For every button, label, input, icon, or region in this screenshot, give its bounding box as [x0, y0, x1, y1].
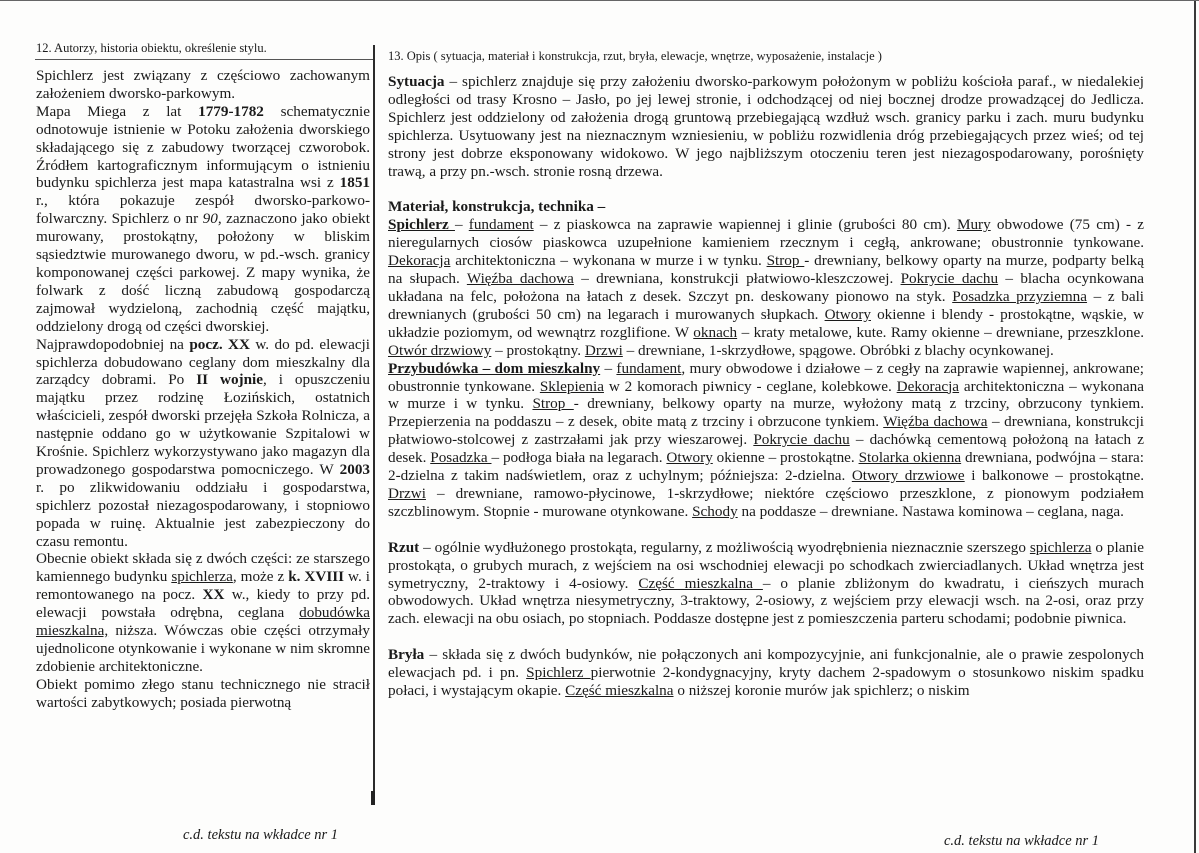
text-span: Mapa Miega z lat: [36, 102, 199, 120]
text-span: – kraty metalowe, kute. Ramy okienne – drewniane, przeszklone.: [737, 323, 1144, 341]
text-span: – podłoga biała na legarach.: [491, 449, 667, 467]
underlined-term: Przybudówka – dom mieszkalny: [388, 359, 601, 377]
number-italic: 90: [202, 210, 218, 228]
date-bold: 1779-1782: [198, 102, 264, 120]
text-span: okienne i blendy - prostokątne, wąskie, w układzie poziomym, od wewnątrz rozglifione. W: [388, 305, 1144, 341]
text-span: – drewniana, konstrukcji płatwiowo-kleszczowej.: [573, 270, 901, 288]
text-span: r., która pokazuje zespół dworsko-parkowo-folwarczny. Spichlerz o nr: [36, 192, 370, 228]
text-span: Najprawdopodobniej na: [36, 335, 190, 353]
underlined-term: Otwór drzwiowy: [388, 341, 492, 359]
sytuacja-paragraph: [388, 73, 1144, 180]
text-span: – o planie zbliżonym do kwadratu, i cieńszych murach obwodowych. Układ wnętrza niesymetryczny, 3-traktowy, 2-osiowy, z wejściem przy elewacji wsch. na 2-osi, oraz przy zach. elewacji na obu osiach, po stopniach. Poddasze dostępne jest z pomieszczenia parteru schodami; podobnie piwnica.: [388, 574, 1145, 628]
underlined-term: dobudówka mieszkalna,: [36, 604, 370, 640]
underlined-term: Schody: [692, 502, 738, 520]
left-paragraph-2: [36, 103, 370, 336]
right-column-header: 13. Opis ( sytuacja, materiał i konstrukcja, rzut, bryła, elewacje, wnętrze, wyposażenie, instalacje ): [388, 49, 882, 63]
left-column-header: 12. Autorzy, historia obiektu, określenie stylu.: [36, 41, 267, 55]
left-paragraph-1: [36, 67, 370, 103]
underlined-term: Drzwi: [584, 341, 623, 359]
underlined-term: Mury: [956, 216, 991, 234]
left-column-text: [36, 67, 370, 712]
right-column-text: [388, 73, 1144, 700]
date-bold: II wojnie: [196, 371, 264, 389]
spichlerz-material-paragraph: [388, 216, 1144, 359]
text-span: , zaznaczono jako obiekt murowany, prostokątny, położony w bliskim sąsiedztwie murowanego dworu, w pd.-wsch. granicy komponowanej części parkowej. Z mapy wynika, że folwark z dość liczną zabudową gospodarczą zajmował wydzieloną, zachodnią część majątku, oddzielony drogą od części dworskiej.: [36, 210, 370, 335]
text-span: w. do pd. elewacji spichlerza dobudowano ceglany dom mieszkalny dla zarządcy dobrami. Po: [36, 335, 370, 389]
text-span: drewniana, podwójna – stara: 2-dzielna z takim nadświetlem, oraz z uchylnym; późniejsza: 2-dzielna.: [388, 449, 1144, 485]
text-span: – drewniana, konstrukcji płatwiowo-stolcowej z zastrzałami jak przy wieszarowej.: [388, 413, 1144, 449]
text-span: – drewniane, 1-skrzydłowe, spągowe. Obróbki z blachy ocynkowanej.: [622, 341, 1054, 359]
text-span: Spichlerz jest związany z częściowo zachowanym założeniem dworsko-parkowym.: [36, 67, 370, 102]
text-span: architektoniczna – wykonana w murze i w tynku.: [450, 252, 767, 270]
text-span: – ogólnie wydłużonego prostokąta, regularny, z możliwością wyodrębnienia nieznacznie szerszego: [419, 538, 1030, 556]
text-span: schematycznie odnotowuje istnienie w Potoku założenia dworskiego składającego się z zabudowy tworzącej czworobok. Źródłem kartograficznym informującym o istnieniu budynku spichlerza jest mapa katastralna wsi z: [36, 102, 370, 192]
underlined-term: Pokrycie dachu: [753, 431, 850, 449]
text-span: architektoniczna – wykonana w murze i w tynku.: [388, 377, 1144, 413]
footer-continuation-right: c.d. tekstu na wkładce nr 1: [944, 833, 1100, 849]
text-span: - drewniany, belkowy oparty na murze, wyłożony matą z trzciny, obrzucony tynkiem. Przepierzenia na poddaszu – z desek, obite matą z trzciny i obrzucone tynkiem.: [388, 395, 1145, 431]
text-span: – prostokątny.: [491, 341, 585, 359]
text-span: w., kiedy to przy pd. elewacji powstała odrębna, ceglana: [36, 586, 370, 622]
bryla-paragraph: [388, 646, 1144, 700]
text-span: obwodowe (75 cm) - z nieregularnych ciosów piaskowca uzupełnione kamieniem rzecznym i cegłą, ankrowane; obustronnie tynkowane.: [388, 216, 1145, 252]
underlined-term: Część mieszkalna: [638, 574, 763, 592]
underlined-term: Dekoracja: [388, 252, 451, 270]
text-span: Obiekt pomimo złego stanu technicznego nie stracił wartości zabytkowych; posiada pierwotną: [36, 675, 370, 711]
date-bold: 2003: [339, 460, 370, 478]
text-span: , mury obwodowe i działowe – z cegły na zaprawie wapiennej, ankrowane; obustronnie tynkowane.: [388, 359, 1144, 395]
text-span: i balkonowe – prostokątne.: [964, 467, 1144, 485]
text-span: w 2 komorach piwnicy - ceglane, kolebkowe.: [603, 377, 897, 395]
text-span: – z piaskowca na zaprawie wapiennej i glinie (grubości 80 cm).: [533, 216, 957, 234]
underlined-term: oknach: [693, 323, 738, 341]
underlined-term: Pokrycie dachu: [900, 270, 999, 288]
underlined-term: Strop: [766, 252, 805, 270]
material-heading: [388, 198, 1144, 216]
left-paragraph-4: [36, 550, 370, 675]
section-label: Sytuacja: [388, 73, 445, 90]
text-span: – z bali drewnianych (grubości 50 cm) na legarach i murowanych słupkach.: [388, 287, 1145, 323]
scan-edge: [1194, 1, 1196, 853]
underlined-term: spichlerza: [1029, 538, 1092, 556]
underlined-term: Otwory drzwiowe: [851, 467, 965, 485]
text-span: , może z: [232, 568, 289, 586]
underlined-term: Otwory: [824, 305, 871, 323]
left-paragraph-5: [36, 676, 370, 712]
underlined-term: fundament: [616, 359, 682, 377]
header-rule: [35, 59, 373, 60]
text-span: o planie prostokąta, o grubych murach, z wejściem na osi wschodniej elewacji po schodkach zwierciadlanych. Układ wnętrza jest symetryczny, 2-traktowy i 4-osiowy.: [388, 538, 1145, 592]
text-span: okienne – prostokątne.: [712, 449, 859, 467]
column-divider: [373, 45, 375, 805]
left-paragraph-3: [36, 336, 370, 551]
text-span: Obecnie obiekt składa się z dwóch części: ze starszego kamiennego budynku: [36, 550, 370, 586]
underlined-term: Spichlerz: [388, 216, 455, 234]
text-span: –: [454, 216, 469, 234]
date-bold: 1851: [339, 174, 370, 192]
text-span: na poddasze – drewniane. Nastawa kominowa – ceglana, naga.: [737, 502, 1124, 520]
przybudowka-paragraph: [388, 360, 1144, 521]
date-bold: XX: [202, 586, 225, 604]
text-span: – dachówką cementową położoną na łatach z desek.: [388, 431, 1144, 467]
underlined-term: Sklepienia: [539, 377, 604, 395]
text-span: pierwotnie 2-kondygnacyjny, kryty dachem 2-spadowym o stosunkowo niskim spadku połaci, i wystającym okapie.: [388, 664, 1144, 700]
underlined-term: Stolarka okienna: [858, 449, 962, 467]
rzut-paragraph: [388, 539, 1144, 629]
underlined-term: Drzwi: [388, 484, 426, 502]
date-bold: k. XVIII: [288, 568, 345, 586]
text-span: – drewniane, ramowo-płycinowe, 1-skrzydłowe; niektóre częściowo przeszklone, z pionowym podziałem szczblinowym. Stopnie - murowane otynkowane.: [388, 484, 1144, 520]
text-span: –: [600, 359, 617, 377]
scan-mark: [371, 791, 375, 805]
underlined-term: fundament: [468, 216, 534, 234]
underlined-term: Więźba dachowa: [466, 270, 574, 288]
underlined-term: Część mieszkalna: [565, 682, 674, 700]
text-span: r. po zlikwidowaniu oddziału i gospodarstwa, spichlerz pozostał niezagospodarowany, i stopniowo popada w ruinę. Aktualnie jest zabezpieczony do czasu remontu.: [36, 478, 370, 550]
date-bold: pocz. XX: [189, 335, 250, 353]
underlined-term: Więźba dachowa: [883, 413, 988, 431]
underlined-term: Posadzka przyziemna: [952, 287, 1088, 305]
underlined-term: spichlerza: [171, 568, 233, 586]
text-span: – spichlerz znajduje się przy założeniu dworsko-parkowym położonym w pobliżu kościoła paraf., w niedalekiej odległości od trasy Krosno – Jasło, po jej lewej stronie, i odchodzącej od niej bocznej drodze prowadzącej do Jedlicza. Spichlerz jest oddzielony od założenia drogą gruntową przebiegającą wzdłuż wsch. granicy parku i zach. muru budynku spichlerza. Usytuowany jest na nieznacznym wzniesieniu, w pobliżu rozwidlenia dróg przebiegających przez wieś; od tej strony jest dobrze eksponowany widokowo. W jego najbliższym otoczeniu teren jest niezagospodarowany, porośnięty trawą, a przy pn.-wsch. stronie rosną drzewa.: [388, 73, 1144, 180]
text-span: – składa się z dwóch budynków, nie połączonych ani kompozycyjnie, ani funkcjonalnie, ale o prawie zespolonych elewacjach pd. i pn.: [388, 646, 1144, 682]
section-label: Materiał, konstrukcja, technika –: [388, 198, 606, 216]
section-label: Rzut: [388, 538, 420, 556]
underlined-term: Spichlerz: [526, 664, 591, 682]
text-span: - drewniany, belkowy oparty na murze, podparty belką na słupach.: [388, 252, 1144, 288]
underlined-term: Dekoracja: [896, 377, 960, 395]
text-span: w. i remontowanego na pocz.: [36, 568, 370, 604]
text-span: – blacha ocynkowana układana na felc, położona na łatach z desek. Szczyt pn. deskowany pionowo na styk.: [388, 270, 1145, 305]
text-span: o niższej koronie murów jak spichlerz; o niskim: [673, 682, 970, 700]
text-span: niższa. Wówczas obie części otrzymały ujednolicone otynkowanie i wykonane w nim skromne zdobienie architektoniczne.: [36, 622, 370, 675]
footer-continuation-left: c.d. tekstu na wkładce nr 1: [183, 827, 339, 843]
underlined-term: Posadzka: [430, 449, 492, 467]
section-label: Bryła: [388, 646, 425, 664]
underlined-term: Otwory: [666, 449, 713, 467]
underlined-term: Strop: [532, 395, 574, 413]
text-span: , i opuszczeniu majątku przez rodzinę Łozińskich, ostatnich właścicieli, zespół dworski przejęła Szkoła Rolnicza, a następnie oddano go w użytkowanie Szpitalowi w Krośnie. Spichlerz wykorzystywano jako magazyn dla prowadzonego gospodarstwa pomocniczego. W: [36, 371, 370, 478]
